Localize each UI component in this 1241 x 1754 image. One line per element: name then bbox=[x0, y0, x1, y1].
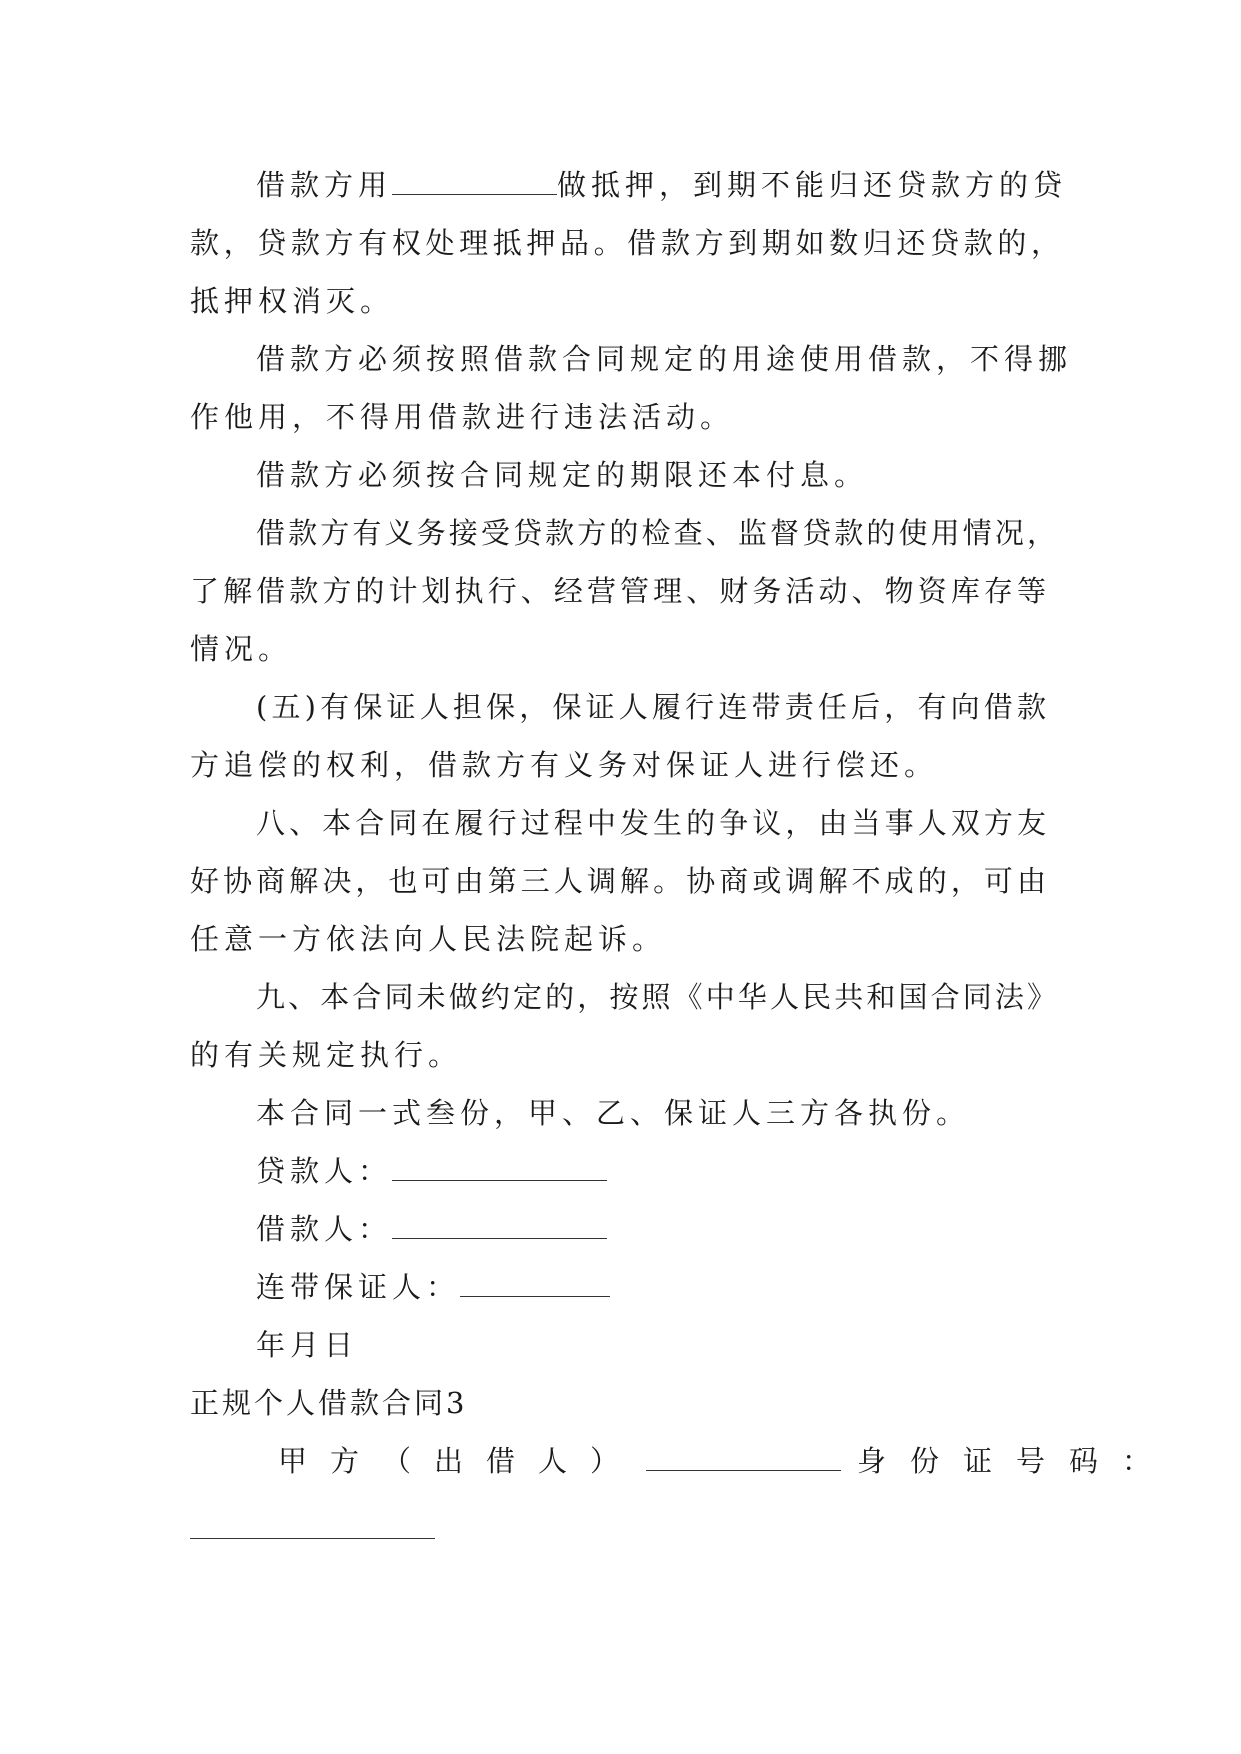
lender-signature-blank bbox=[392, 1152, 607, 1181]
inspection-clause-line-3: 情况。 bbox=[190, 632, 293, 666]
lender-label: 贷款人： bbox=[256, 1154, 393, 1188]
mortgage-clause-line-2: 款，贷款方有权处理抵押品。借款方到期如数归还贷款的， bbox=[190, 226, 1060, 260]
lender-signature-line bbox=[256, 1151, 1126, 1191]
contract-3-title: 正规个人借款合同3 bbox=[190, 1386, 468, 1420]
mortgage-clause-text-b: 做抵押，到期不能归还贷款方的贷 bbox=[557, 168, 1068, 202]
mortgage-item-blank bbox=[392, 166, 557, 195]
repayment-clause-line-1: 借款方必须按合同规定的期限还本付息。 bbox=[256, 458, 869, 492]
mortgage-clause-text-a: 借款方用 bbox=[256, 168, 393, 202]
usage-clause-line-1: 借款方必须按照借款合同规定的用途使用借款，不得挪 bbox=[256, 342, 1073, 376]
mortgage-clause-line-1 bbox=[256, 165, 1126, 205]
borrower-label: 借款人： bbox=[256, 1212, 393, 1246]
dispute-clause-line-1: 八、本合同在履行过程中发生的争议，由当事人双方友 bbox=[256, 806, 1046, 840]
party-a-line bbox=[278, 1441, 1176, 1481]
party-a-name-blank bbox=[646, 1442, 841, 1471]
guarantor-clause-line-1: (五)有保证人担保，保证人履行连带责任后，有向借款 bbox=[256, 690, 1046, 724]
guarantor-signature-line bbox=[256, 1267, 1126, 1307]
id-number-blank bbox=[190, 1538, 435, 1539]
copies-statement: 本合同一式叁份，甲、乙、保证人三方各执份。 bbox=[256, 1096, 971, 1130]
date-line: 年月日 bbox=[256, 1328, 359, 1362]
mortgage-clause-line-3: 抵押权消灭。 bbox=[190, 284, 395, 318]
guarantor-label: 连带保证人： bbox=[256, 1270, 461, 1304]
inspection-clause-line-2: 了解借款方的计划执行、经营管理、财务活动、物资库存等 bbox=[190, 574, 1046, 608]
guarantor-clause-line-2: 方追偿的权利，借款方有义务对保证人进行偿还。 bbox=[190, 748, 939, 782]
usage-clause-line-2: 作他用，不得用借款进行违法活动。 bbox=[190, 400, 735, 434]
inspection-clause-line-1: 借款方有义务接受贷款方的检查、监督贷款的使用情况， bbox=[256, 516, 1056, 550]
law-clause-line-2: 的有关规定执行。 bbox=[190, 1038, 463, 1072]
party-a-label: 甲方（出借人） bbox=[278, 1444, 643, 1478]
law-clause-line-1: 九、本合同未做约定的，按照《中华人民共和国合同法》 bbox=[256, 980, 1056, 1014]
dispute-clause-line-2: 好协商解决，也可由第三人调解。协商或调解不成的，可由 bbox=[190, 864, 1046, 898]
borrower-signature-blank bbox=[392, 1210, 607, 1239]
borrower-signature-line bbox=[256, 1209, 1126, 1249]
dispute-clause-line-3: 任意一方依法向人民法院起诉。 bbox=[190, 922, 667, 956]
guarantor-signature-blank bbox=[460, 1268, 610, 1297]
id-number-label: 身份证号码： bbox=[857, 1444, 1176, 1478]
